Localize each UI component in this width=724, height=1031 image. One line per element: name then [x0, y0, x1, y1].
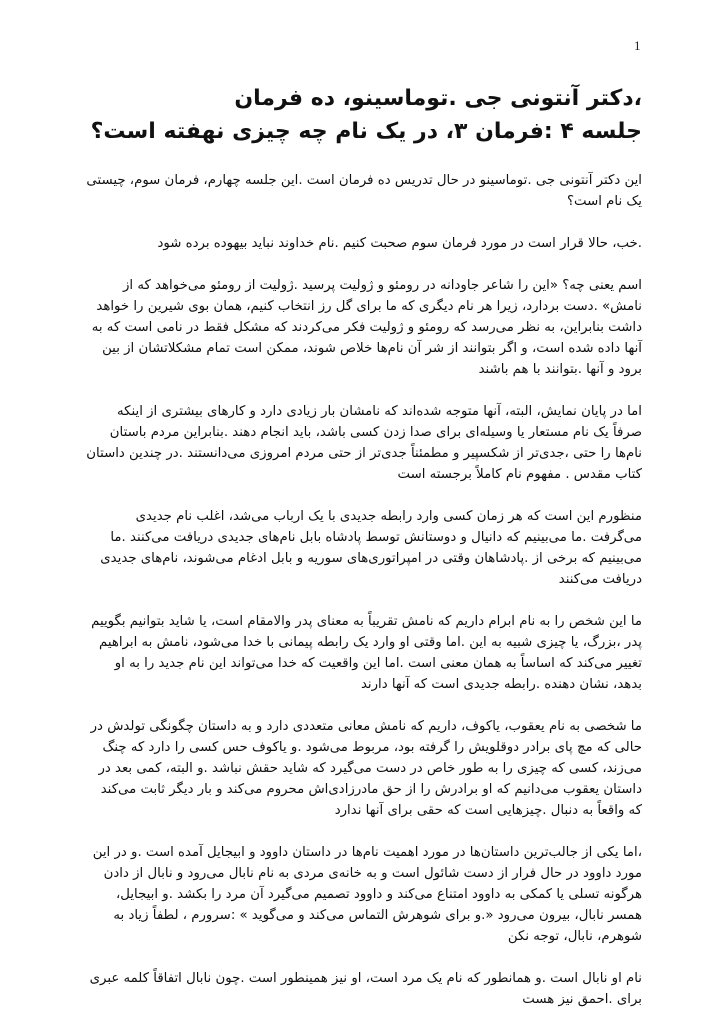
paragraph-nabal: نام او نابال است .و همانطور که نام یک مرد است، او نیز همینطور است .چون نابال اتفاقاً کلمه عبری برای .احمق نیز هست	[89, 971, 642, 1007]
paragraph-new-names: منظورم این است که هر زمان کسی وارد رابطه جدیدی با یک ارباب می‌شد، اغلب نام جدیدی می‌گرفت .ما می‌بینیم که دانیال و دوستانش توسط پادشاه بابل نام‌های جدیدی دریافت می‌کنند .ما می‌بینیم که برخی از .پادشاهان وقتی در امپراتوری‌های سوریه و بابل ادغام می‌شوند، نام‌های جدیدی دریافت می‌کنند	[100, 509, 642, 587]
paragraph-romeo-juliet: اسم یعنی چه؟ «این را شاعر جاودانه در رومئو و ژولیت پرسید .ژولیت از رومئو می‌خواهد که از نامش» .دست بردارد، زیرا هر نام دیگری که ما برای گل رز انتخاب کنیم، همان بوی شیرین را خواهد داشت بنابراین، به نظر می‌رسد که رومئو و ژولیت فکر می‌کردند که مشکل فقط در نامی است که به آنها داده شده است، و اگر بتوانند از شر آن نام‌ها خلاص شوند، ممکن است تمام مشکلاتشان از بین برود و آنها .بتوانند با هم باشند	[91, 278, 642, 377]
page-number: 1	[634, 38, 641, 53]
title-line-2: جلسه ۴ :فرمان ۳، در یک نام چه چیزی نهفته است؟	[90, 119, 642, 144]
paragraph-names-weight: اما در پایان نمایش، البته، آنها متوجه شده‌اند که نامشان بار زیادی دارد و کارهای بیشتری از اینکه صرفاً یک نام مستعار یا وسیله‌ای برای صدا زدن کسی باشد، باید انجام دهند .بنابراین مردم باستان نام‌ها را حتی ،جدی‌تر از شکسپیر و مطمئناً جدی‌تر از حتی مردم امروزی می‌دانستند .در چندین داستان کتاب مقدس . مفهوم نام کاملاً برجسته است	[86, 404, 642, 482]
paragraph-david-abigail: ،اما یکی از جالب‌ترین داستان‌ها در مورد اهمیت نام‌ها در داستان داوود و ابیجایل آمده است .و در این مورد داوود در حال فرار از دست شائول است و به خانه‌ی مردی به نام نابال می‌رود و نابال از دادن هرگونه تسلی یا کمکی به داوود امتناع می‌کند و داوود تصمیم می‌گیرد آن مرد را بکشد .و ابیجایل، همسر نابال، بیرون می‌رود «.و برای شوهرش التماس می‌کند و می‌گوید » :سرورم ، لطفاً زیاد به شوهرم، نابال، توجه نکن	[92, 845, 642, 944]
document-body	[84, 82, 642, 1031]
paragraph-abram: ما این شخص را به نام ابرام داریم که نامش تقریباً به معنای پدر والامقام است، یا شاید بتوانیم بگوییم پدر ،بزرگ، یا چیزی شبیه به این .اما وقتی او وارد یک رابطه پیمانی با خدا می‌شود، نامش به ابراهیم تغییر می‌کند که اساساً به همان معنی است .اما این واقعیت که خدا می‌تواند این نام جدید را به او بدهد، نشان دهنده .رابطه جدیدی است که آنها دارند	[91, 614, 642, 692]
paragraph-intro: این دکتر آنتونی جی .توماسینو در حال تدریس ده فرمان است .این جلسه چهارم، فرمان سوم، چیستی یک نام است؟	[86, 173, 642, 209]
page-title	[84, 82, 642, 148]
title-line-1: ،دکتر آنتونی جی .توماسینو، ده فرمان	[234, 86, 642, 111]
paragraph-third-commandment: .خب، حالا قرار است در مورد فرمان سوم صحبت کنیم .نام خداوند نباید بیهوده برده شود	[157, 236, 642, 251]
paragraph-jacob: ما شخصی به نام یعقوب، یاکوف، داریم که نامش معانی متعددی دارد و به داستان چگونگی تولدش در حالی که مچ پای برادر دوقلویش را گرفته بود، مربوط می‌شود .و یاکوف حس کسی را دارد که چنگ می‌زند، کسی که چیزی را به طور خاص در دست می‌گیرد که شاید حقش نباشد .و البته، کمی بعد در داستان یعقوب می‌دانیم که او برادرش را از حق مادرزادی‌اش محروم می‌کند و بار دیگر ثابت می‌کند که واقعاً به دنبال .چیزهایی است که حقی برای آنها ندارد	[90, 719, 642, 818]
